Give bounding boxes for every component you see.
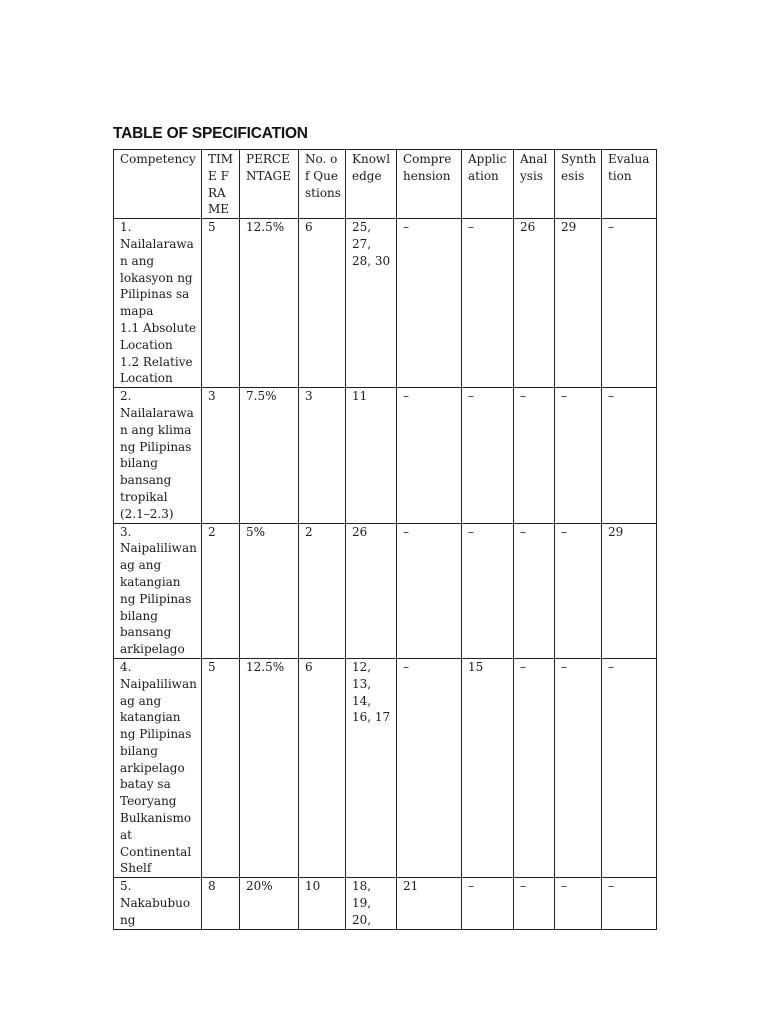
- competency-cell: [114, 388, 202, 523]
- questions-cell: 3: [299, 388, 346, 523]
- comprehension-cell: –: [397, 658, 462, 877]
- header-percentage: PERCENTAGE: [240, 150, 299, 219]
- analysis-cell: –: [514, 388, 555, 523]
- evaluation-cell: 29: [602, 523, 657, 658]
- questions-cell: 10: [299, 878, 346, 929]
- page-title: TABLE OF SPECIFICATION: [113, 125, 308, 142]
- comprehension-cell: –: [397, 219, 462, 388]
- table-row: [114, 658, 657, 877]
- questions-cell: 6: [299, 658, 346, 877]
- synthesis-cell: –: [555, 878, 602, 929]
- evaluation-cell: –: [602, 658, 657, 877]
- synthesis-cell: –: [555, 388, 602, 523]
- table-row: [114, 878, 657, 929]
- competency-cell: [114, 523, 202, 658]
- knowledge-cell: 12, 13, 14, 16, 17: [346, 658, 397, 877]
- time-frame-cell: 8: [202, 878, 240, 929]
- knowledge-cell: 26: [346, 523, 397, 658]
- evaluation-cell: –: [602, 878, 657, 929]
- competency-cell: [114, 658, 202, 877]
- table-header-row: [114, 150, 657, 219]
- analysis-cell: 26: [514, 219, 555, 388]
- header-analysis: Analysis: [514, 150, 555, 219]
- competency-text: 4. Naipaliliwanag ang katangian ng Pilipinas bilang arkipelago batay sa Teoryang Bulkanismo at Continental Shelf: [120, 659, 197, 876]
- sub-competency-text: 1.2 Relative Location: [120, 354, 193, 386]
- header-evaluation: Evaluation: [602, 150, 657, 219]
- header-synthesis: Synthesis: [555, 150, 602, 219]
- application-cell: –: [462, 388, 514, 523]
- time-frame-cell: 3: [202, 388, 240, 523]
- table-row: [114, 388, 657, 523]
- percentage-cell: 12.5%: [240, 219, 299, 388]
- specification-table: [113, 149, 657, 930]
- competency-text: 5. Nakabubuo ng: [120, 879, 191, 927]
- header-no-of-questions: No. of Questions: [299, 150, 346, 219]
- comprehension-cell: –: [397, 523, 462, 658]
- header-competency: Competency: [114, 150, 202, 219]
- analysis-cell: –: [514, 878, 555, 929]
- percentage-cell: 12.5%: [240, 658, 299, 877]
- evaluation-cell: –: [602, 388, 657, 523]
- application-cell: –: [462, 219, 514, 388]
- competency-text: 3. Naipaliliwanag ang katangian ng Pilipinas bilang bansang arkipelago: [120, 524, 197, 657]
- questions-cell: 2: [299, 523, 346, 658]
- knowledge-cell: 25, 27, 28, 30: [346, 219, 397, 388]
- competency-cell: [114, 219, 202, 388]
- comprehension-cell: –: [397, 388, 462, 523]
- time-frame-cell: 5: [202, 219, 240, 388]
- application-cell: 15: [462, 658, 514, 877]
- knowledge-cell: 11: [346, 388, 397, 523]
- comprehension-cell: 21: [397, 878, 462, 929]
- table-row: [114, 523, 657, 658]
- synthesis-cell: –: [555, 658, 602, 877]
- time-frame-cell: 5: [202, 658, 240, 877]
- header-comprehension: Comprehension: [397, 150, 462, 219]
- header-application: Application: [462, 150, 514, 219]
- competency-text: 2. Nailalarawan ang klima ng Pilipinas bilang bansang tropikal (2.1–2.3): [120, 389, 194, 521]
- table-row: [114, 219, 657, 388]
- application-cell: –: [462, 878, 514, 929]
- application-cell: –: [462, 523, 514, 658]
- sub-competency-text: 1.1 Absolute Location: [120, 320, 197, 352]
- competency-text: 1. Nailalarawan ang lokasyon ng Pilipinas sa mapa: [120, 220, 194, 319]
- competency-cell: [114, 878, 202, 929]
- questions-cell: 6: [299, 219, 346, 388]
- percentage-cell: 20%: [240, 878, 299, 929]
- synthesis-cell: 29: [555, 219, 602, 388]
- evaluation-cell: –: [602, 219, 657, 388]
- percentage-cell: 5%: [240, 523, 299, 658]
- analysis-cell: –: [514, 658, 555, 877]
- percentage-cell: 7.5%: [240, 388, 299, 523]
- time-frame-cell: 2: [202, 523, 240, 658]
- header-knowledge: Knowledge: [346, 150, 397, 219]
- header-time-frame: TIME FRAME: [202, 150, 240, 219]
- knowledge-cell: 18, 19, 20,: [346, 878, 397, 929]
- synthesis-cell: –: [555, 523, 602, 658]
- analysis-cell: –: [514, 523, 555, 658]
